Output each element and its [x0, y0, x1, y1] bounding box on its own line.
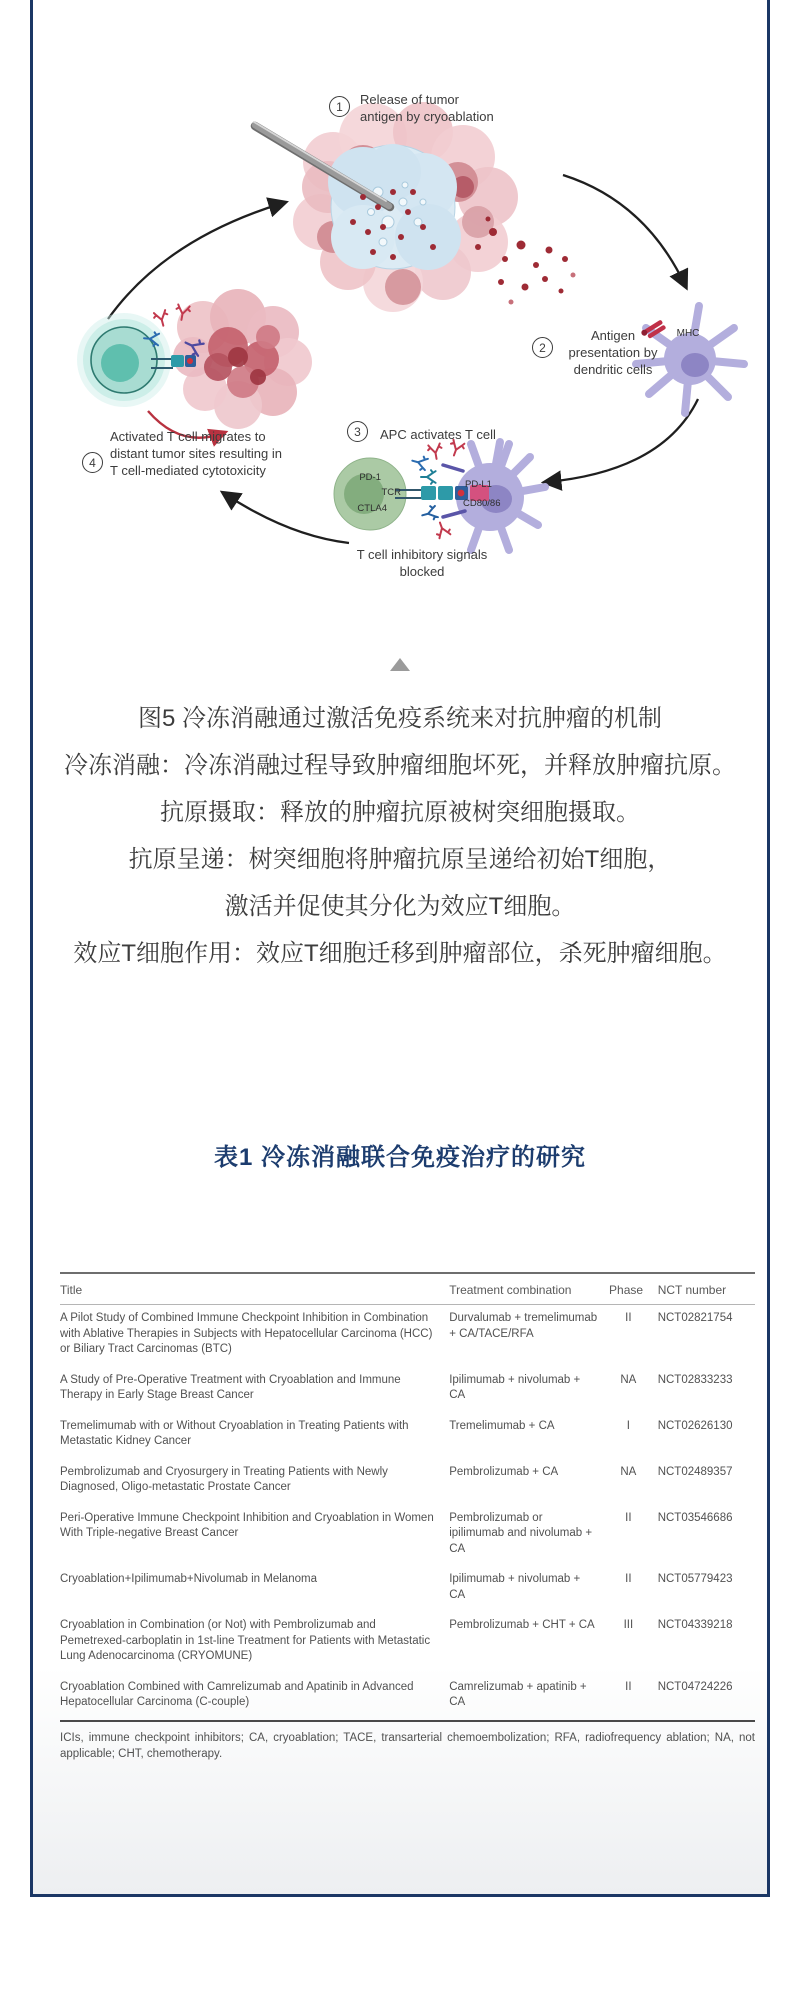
table-row: [60, 1566, 755, 1612]
mhc-label: MHC: [676, 328, 700, 339]
table-row: [60, 1413, 755, 1459]
cell-treatment: Pembrolizumab + CHT + CA: [449, 1619, 595, 1631]
pdl1-label: PD-L1: [465, 479, 492, 490]
cell-phase: II: [625, 1573, 632, 1585]
caption-line: 效应T细胞作用：效应T细胞迁移到肿瘤部位，杀死肿瘤细胞。: [73, 940, 727, 967]
pd1-label: PD-1: [359, 472, 381, 483]
cell-title: Cryoablation in Combination (or Not) with Pembrolizumab and Pemetrexed-carboplatin in 1st-line Treatment for Patients with Metastatic Lung Adenocarcinoma (CRYOMUNE): [60, 1619, 431, 1662]
cell-title: A Study of Pre-Operative Treatment with Cryoablation and Immune Therapy in Early Stage Breast Cancer: [60, 1373, 401, 1401]
cell-phase: II: [625, 1680, 632, 1693]
cell-nct: NCT02833233: [657, 1373, 733, 1386]
table-row: [60, 1459, 755, 1505]
cryoablated-tumor: [254, 102, 576, 312]
tcr-label: TCR: [381, 487, 401, 498]
cell-nct: NCT02821754: [657, 1312, 733, 1324]
cell-phase: II: [625, 1312, 632, 1324]
caption-line: 激活并促使其分化为效应T细胞。: [224, 893, 576, 920]
cell-treatment: Tremelimumab + CA: [449, 1419, 555, 1432]
arrow-step1-to-step2: [563, 175, 685, 285]
table-row: [60, 1505, 755, 1567]
cell-phase: I: [626, 1419, 630, 1432]
table-row: [60, 1674, 755, 1721]
collapse-triangle-icon: [390, 658, 410, 671]
col-header-treatment: Treatment combination: [449, 1283, 572, 1297]
cell-nct: NCT02626130: [657, 1419, 733, 1432]
col-header-title: Title: [60, 1283, 83, 1297]
clinical-trials-table: [60, 1272, 755, 1762]
cell-treatment: Pembrolizumab + CA: [449, 1465, 559, 1478]
cell-treatment: Pembrolizumab or ipilimumab and nivolumab + CA: [449, 1511, 593, 1555]
caption-line: 图5 冷冻消融通过激活免疫系统来对抗肿瘤的机制: [137, 705, 662, 732]
step-3-label: APC activates T cell: [380, 427, 496, 442]
cell-title: A Pilot Study of Combined Immune Checkpoint Inhibition in Combination with Ablative Therapies in Subjects with Hepatocellular Carcinoma (HCC) or Biliary Tract Carcinomas (BTC): [60, 1312, 433, 1355]
tcell-apc-junction: [334, 439, 545, 550]
arrow-step2-to-step3: [547, 399, 698, 482]
cell-nct: NCT02489357: [657, 1465, 733, 1478]
arrow-step3-to-step4: [225, 494, 349, 543]
cell-phase: NA: [620, 1465, 637, 1478]
immune-cycle-diagram: [33, 0, 767, 612]
table-title: 表1 冷冻消融联合免疫治疗的研究: [213, 1144, 586, 1171]
step-1-label: Release of tumor antigen by cryoablation: [360, 92, 494, 125]
table-row: [60, 1367, 755, 1413]
table-row: [60, 1305, 755, 1367]
content-card: [30, 0, 770, 1897]
cell-title: Cryoablation+Ipilimumab+Nivolumab in Melanoma: [60, 1573, 317, 1585]
cell-treatment: Ipilimumab + nivolumab + CA: [449, 1373, 581, 1401]
table-row: [60, 1612, 755, 1674]
cell-phase: II: [625, 1511, 632, 1524]
cell-nct: NCT05779423: [657, 1573, 733, 1585]
caption-line: 抗原呈递：树突细胞将肿瘤抗原呈递给初始T细胞，: [128, 846, 672, 873]
ctla4-label: CTLA4: [357, 503, 387, 514]
caption-line: 冷冻消融：冷冻消融过程导致肿瘤细胞坏死，并释放肿瘤抗原。: [64, 752, 736, 779]
step-2-label: Antigen presentation by dendritic cells: [568, 328, 658, 378]
step-3-number: 3: [347, 421, 368, 442]
caption-line: 抗原摄取：释放的肿瘤抗原被树突细胞摄取。: [160, 799, 640, 826]
inhibitory-note: T cell inhibitory signals blocked: [356, 547, 488, 580]
cell-title: Peri-Operative Immune Checkpoint Inhibition and Cryoablation in Women With Triple-negative Breast Cancer: [60, 1511, 434, 1539]
cell-phase: III: [623, 1619, 634, 1631]
cell-treatment: Camrelizumab + apatinib + CA: [449, 1680, 587, 1708]
cell-nct: NCT03546686: [657, 1511, 733, 1524]
step-2-number: 2: [532, 337, 553, 358]
col-header-nct: NCT number: [657, 1283, 727, 1297]
cell-title: Pembrolizumab and Cryosurgery in Treating Patients with Newly Diagnosed, Oligo-metastatic Prostate Cancer: [60, 1465, 388, 1493]
cell-treatment: Ipilimumab + nivolumab + CA: [449, 1573, 581, 1601]
cell-title: Cryoablation Combined with Camrelizumab and Apatinib in Advanced Hepatocellular Carcinoma (C-couple): [60, 1680, 414, 1708]
step-4-number: 4: [82, 452, 103, 473]
figure-caption: [33, 695, 767, 977]
cell-title: Tremelimumab with or Without Cryoablation in Treating Patients with Metastatic Kidney Cancer: [60, 1419, 409, 1447]
col-header-phase: Phase: [609, 1283, 644, 1297]
cell-phase: NA: [620, 1373, 637, 1386]
table-header-row: [60, 1273, 755, 1305]
cell-nct: NCT04724226: [657, 1680, 733, 1693]
cell-nct: NCT04339218: [657, 1619, 733, 1631]
step-4-label: Activated T cell migrates to distant tumor sites resulting in T cell-mediated cytotoxicity: [110, 429, 282, 479]
step-1-number: 1: [329, 96, 350, 117]
cd80-86-label: CD80/86: [463, 498, 501, 509]
ice-ball: [328, 144, 461, 270]
cell-treatment: Durvalumab + tremelimumab + CA/TACE/RFA: [449, 1312, 598, 1340]
table-footnote: ICIs, immune checkpoint inhibitors; CA, cryoablation; TACE, transarterial chemoembolization; RFA, radiofrequency ablation; NA, not applicable; CHT, chemotherapy.: [60, 1731, 755, 1760]
